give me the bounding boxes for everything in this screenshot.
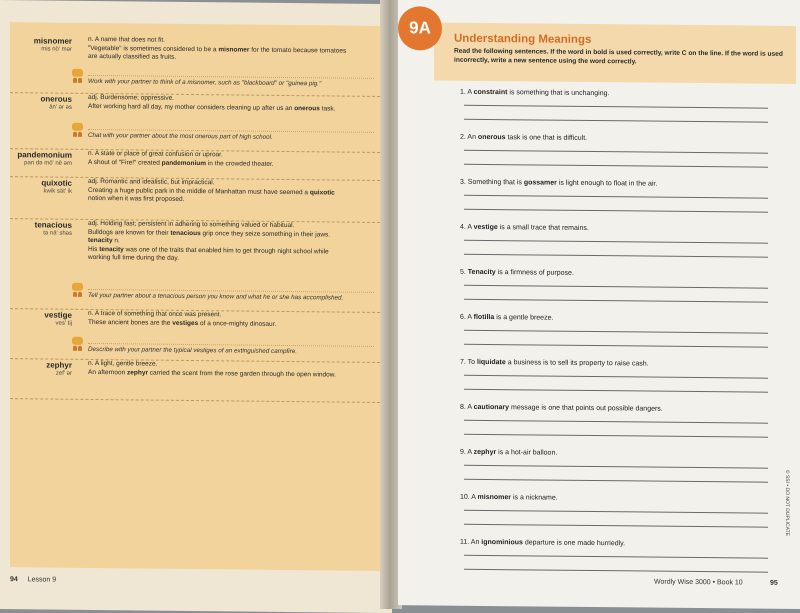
entry-quixotic [10, 176, 380, 223]
copyright-notice: © SSI • DO NOT DUPLICATE [784, 469, 790, 536]
question-8: 8. A cautionary message is one that points out possible dangers. [460, 403, 663, 413]
vocab-word: Tenacity [467, 268, 496, 277]
definition-line: notion when it was first proposed. [88, 194, 185, 203]
definition-line: n. A state or place of great confusion or uproar. [88, 149, 223, 159]
answer-line[interactable] [464, 164, 768, 168]
vocab-word: constraint [473, 88, 508, 97]
question-9: 9. A zephyr is a hot-air balloon. [460, 448, 558, 457]
answer-line[interactable] [464, 510, 768, 514]
definition-line: His tenacity was one of the traits that enabled him to get through night school while [88, 245, 329, 255]
vocab-word: cautionary [473, 403, 510, 412]
question-11: 11. An ignominious departure is one made hurriedly. [460, 538, 626, 548]
answer-line[interactable] [464, 434, 768, 438]
vocab-word: onerous [477, 133, 506, 142]
partner-chat-icon [72, 123, 83, 137]
definition-line: "Vegetable" is sometimes considered to be a misnomer for the tomato because tomatoes [88, 44, 347, 55]
partner-prompt: Tell your partner about a tenacious person you know and what he or she has accomplished. [88, 289, 374, 302]
section-badge: 9A [398, 6, 442, 50]
entry-pronunciation: än′ ər əs [49, 104, 72, 111]
definition-line: adj. Burdensome; oppressive. [88, 93, 174, 102]
instructions: Read the following sentences. If the word in bold is used correctly, write C on the line. If the word is used incorrectly, write a new sentence using the word correctly. [454, 47, 783, 66]
question-number: 3. [460, 178, 468, 186]
question-number: 2. [460, 133, 468, 141]
definition-line: n. A name that does not fit. [88, 35, 165, 44]
definition-line: n. A light, gentle breeze. [88, 359, 158, 368]
vocab-word: vestige [473, 223, 498, 232]
answer-line[interactable] [464, 569, 768, 573]
left-page [0, 0, 392, 613]
answer-line[interactable] [464, 420, 768, 424]
entry-pronunciation: pan də mō′ nē əm [24, 160, 72, 167]
question-4: 4. A vestige is a small trace that remains. [460, 223, 589, 232]
definition-line: A shout of "Fire!" created pandemonium in the crowded theater. [88, 158, 274, 168]
question-number: 6. [460, 313, 468, 321]
definition-line: tenacity n. [88, 236, 120, 245]
entry-onerous [10, 92, 380, 153]
question-5: 5. Tenacity is a firmness of purpose. [460, 268, 574, 277]
entry-word: tenacious [34, 220, 72, 230]
entry-definition [88, 220, 374, 265]
question-7: 7. To liquidate a business is to sell its property to raise cash. [460, 358, 649, 368]
answer-line[interactable] [464, 105, 768, 109]
right-page [398, 0, 800, 609]
partner-prompt: Chat with your partner about the most onerous part of high school. [88, 129, 374, 142]
definition-line: An afternoon zephyr carried the scent from the rose garden through the open window. [88, 368, 336, 379]
entry-pronunciation: kwik sät′ ik [43, 188, 72, 195]
question-10: 10. A misnomer is a nickname. [460, 493, 558, 502]
answer-line[interactable] [464, 555, 768, 559]
vocab-word: flotilla [473, 313, 495, 322]
answer-line[interactable] [464, 389, 768, 393]
question-number: 11. [460, 538, 471, 546]
entry-word: zephyr [46, 360, 72, 370]
entry-definition [88, 310, 374, 330]
entry-word: onerous [40, 94, 72, 104]
answer-line[interactable] [464, 285, 768, 289]
question-number: 1. [460, 88, 468, 96]
entry-pronunciation: zef′ ər [55, 370, 72, 377]
answer-line[interactable] [464, 330, 768, 334]
entry-pronunciation: ves′ tij [55, 320, 72, 327]
definition-line: n. A trace of something that once was present. [88, 309, 222, 319]
lesson-label: Lesson 9 [27, 576, 57, 584]
entry-word: pandemonium [17, 150, 72, 160]
left-footer [10, 576, 56, 583]
entry-definition [88, 178, 374, 206]
entry-word: misnomer [33, 36, 72, 46]
entry-tenacious [10, 218, 380, 313]
right-page-number: 95 [770, 579, 778, 587]
definition-line: Bulldogs are known for their tenacious grip once they seize something in their jaws. [88, 228, 331, 238]
entry-definition [88, 94, 374, 114]
vocab-word: zephyr [473, 448, 497, 457]
entry-definition [88, 36, 374, 64]
partner-chat-icon [72, 283, 83, 297]
definition-line: adj. Holding fast; persistent in adhering to something valued or habitual. [88, 219, 295, 230]
vocab-word: misnomer [477, 493, 511, 502]
answer-line[interactable] [464, 375, 768, 379]
definition-line: After working hard all day, my mother considers cleaning up after us an onerous task. [88, 102, 336, 113]
definition-line: are actually classified as fruits. [88, 52, 177, 61]
entry-word: vestige [44, 310, 72, 320]
answer-line[interactable] [464, 240, 768, 244]
question-3: 3. Something that is gossamer is light enough to float in the air. [460, 178, 658, 188]
partner-prompt: Describe with your partner the typical vestiges of an extinguished campfire. [88, 343, 374, 356]
question-number: 9. [460, 448, 468, 456]
definition-line: These ancient bones are the vestiges of a once-mighty dinosaur. [88, 318, 277, 328]
question-number: 7. [460, 358, 468, 366]
answer-line[interactable] [464, 119, 768, 123]
vocab-word: gossamer [523, 179, 557, 187]
answer-line[interactable] [464, 195, 768, 199]
question-1: 1. A constraint is something that is unchanging. [460, 88, 610, 98]
partner-chat-icon [72, 337, 83, 351]
vocab-word: liquidate [477, 358, 506, 367]
answer-line[interactable] [464, 479, 768, 483]
definition-line: working full time during the day. [88, 253, 179, 262]
entry-vestige [10, 308, 380, 363]
definition-line: adj. Romantic and idealistic, but impractical. [88, 177, 215, 187]
answer-line[interactable] [464, 524, 768, 528]
section-title: Understanding Meanings [454, 32, 592, 46]
answer-line[interactable] [464, 254, 768, 258]
question-2: 2. An onerous task is one that is difficult. [460, 133, 588, 142]
partner-prompt: Work with your partner to think of a misnomer, such as "blackboard" or "guinea pig." [88, 75, 374, 88]
answer-line[interactable] [464, 150, 768, 154]
vocab-word: ignominious [481, 538, 523, 547]
entry-zephyr [10, 358, 380, 403]
question-number: 5. [460, 268, 468, 276]
answer-line[interactable] [464, 465, 768, 469]
answer-line[interactable] [464, 299, 768, 303]
left-page-number: 94 [10, 576, 18, 584]
answer-line[interactable] [464, 344, 768, 348]
entry-pronunciation: tə nā′ shəs [43, 230, 72, 237]
definition-line: Creating a huge public park in the middle of Manhattan must have seemed a quixotic [88, 186, 335, 197]
book-title-footer: Wordly Wise 3000 • Book 10 [654, 578, 743, 587]
entry-pronunciation: mis nō′ mər [41, 46, 72, 53]
question-number: 4. [460, 223, 468, 231]
answer-line[interactable] [464, 209, 768, 213]
entry-definition [88, 150, 374, 170]
entry-definition [88, 360, 374, 380]
question-number: 8. [460, 403, 468, 411]
question-number: 10. [460, 493, 472, 501]
partner-chat-icon [72, 69, 83, 83]
question-6: 6. A flotilla is a gentle breeze. [460, 313, 554, 322]
word-list-panel [10, 22, 380, 571]
entry-misnomer [10, 34, 380, 97]
entry-word: quixotic [41, 178, 72, 188]
